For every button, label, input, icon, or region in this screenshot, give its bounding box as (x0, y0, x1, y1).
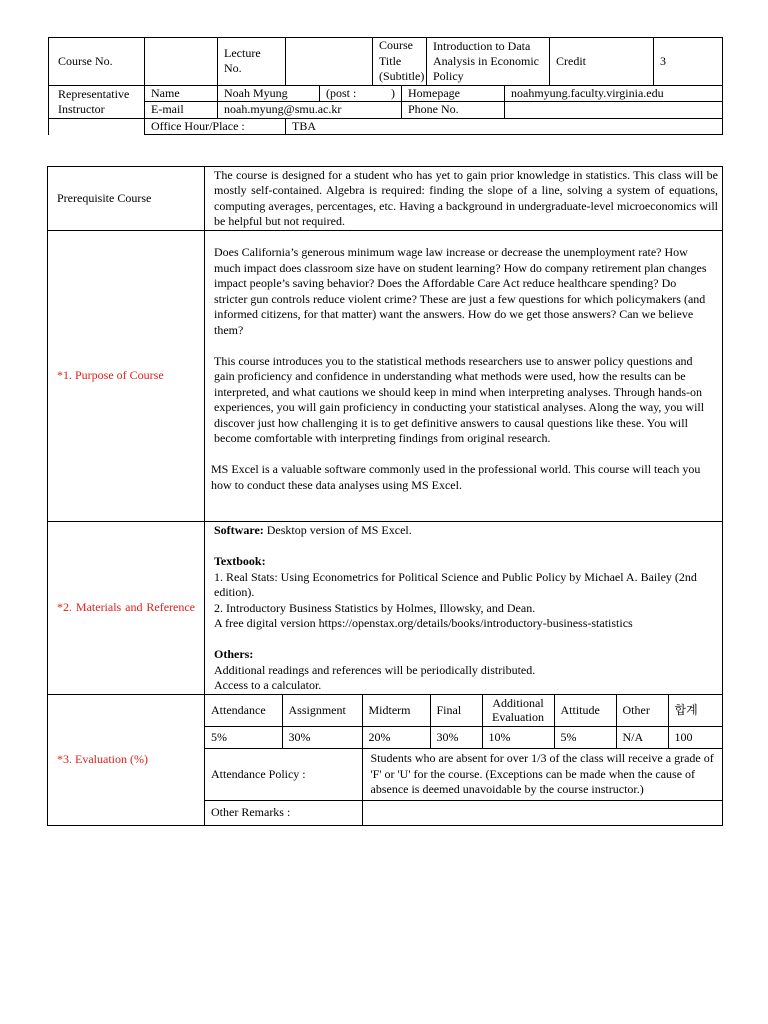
purpose-paragraph-2: This course introduces you to the statistical methods researchers use to answer policy questions and gain proficiency and confidence in understanding what methods were used, how the results can be interpreted, and what cautions we should keep in mind when interpreting analyses. Through hands-on experiences, you will gain proficiency in conducting your statistical analyses. Along the way, you will discover just how challenging it is to get definitive answers to causal questions like these. You will become comfortable with interpreting findings from original research. (214, 353, 705, 445)
eval-value-assignment: 30% (282, 727, 362, 749)
evaluation-header-row (205, 695, 723, 727)
course-title-label: Course Title (Subtitle) (373, 38, 427, 86)
name-label: Name (145, 85, 218, 102)
other-remarks-value (362, 801, 723, 825)
eval-value-other: N/A (616, 727, 668, 749)
eval-header-final: Final (430, 695, 482, 727)
software-label: Software: (214, 523, 264, 537)
prerequisite-label: Prerequisite Course (48, 167, 205, 231)
credit-label: Credit (550, 38, 654, 86)
post-close: ) (373, 85, 402, 102)
purpose-paragraph-1: Does California’s generous minimum wage law increase or decrease the unemployment rate? How much impact does classroom size have on student learning? How do company retirement plan changes impact people’s saving behavior? Does the Affordable Care Act reduce healthcare spending? Do stricter gun controls reduce violent crime? These are just a few questions for which policymakers (and informed citizens, for that matter) want the answers. How do we get those answers? Can we believe them? (214, 245, 707, 337)
lecture-no-value (286, 38, 373, 86)
course-no-label: Course No. (49, 38, 145, 86)
representative-instructor-label: Representative Instructor (49, 85, 145, 118)
course-header-table (48, 37, 723, 135)
office-hour-label: Office Hour/Place : (145, 118, 286, 135)
course-title-value: Introduction to Data Analysis in Economic Policy (427, 38, 550, 86)
course-no-value (145, 38, 218, 86)
textbook-1: 1. Real Stats: Using Econometrics for Political Science and Public Policy by Michael A. Bailey (2nd edition). (214, 569, 697, 599)
textbook-2: 2. Introductory Business Statistics by Holmes, Illowsky, and Dean. (214, 600, 536, 615)
eval-value-final: 30% (430, 727, 482, 749)
others-label: Others: (214, 647, 254, 661)
materials-label: *2. Materials and Reference (57, 600, 195, 615)
other-remarks-label: Other Remarks : (205, 801, 362, 825)
eval-header-additional: Additional Evaluation (482, 695, 554, 727)
attendance-policy-text: Students who are absent for over 1/3 of the class will receive a grade of 'F' or 'U' for the course. (Exceptions can be made when the cause of absence is deemed unavoidable by the course instructor.) (362, 749, 723, 801)
evaluation-label: *3. Evaluation (%) (48, 694, 205, 825)
eval-value-midterm: 20% (362, 727, 430, 749)
prerequisite-text: The course is designed for a student who has yet to gain prior knowledge in statistics. This class will be mostly self-contained. Algebra is required: finding the slope of a line, solving a system of equations, computing averages, percentages, etc. Having a background in undergraduate-level microeconomics will be helpful but not required. (205, 167, 723, 231)
post-label: (post : (320, 85, 373, 102)
phone-value (505, 102, 723, 119)
evaluation-table (205, 695, 723, 825)
homepage-value: noahmyung.faculty.virginia.edu (505, 85, 723, 102)
homepage-label: Homepage (402, 85, 505, 102)
eval-header-midterm: Midterm (362, 695, 430, 727)
lecture-no-label: Lecture No. (218, 38, 286, 86)
credit-value: 3 (654, 38, 723, 86)
eval-value-attitude: 5% (554, 727, 616, 749)
others-1: Additional readings and references will be periodically distributed. (214, 662, 536, 677)
syllabus-table (47, 166, 723, 826)
email-label: E-mail (145, 102, 218, 119)
textbook-label: Textbook: (214, 554, 266, 568)
phone-label: Phone No. (402, 102, 505, 119)
eval-header-attitude: Attitude (554, 695, 616, 727)
email-value: noah.myung@smu.ac.kr (218, 102, 402, 119)
eval-header-attendance: Attendance (205, 695, 282, 727)
eval-value-total: 100 (668, 727, 723, 749)
attendance-policy-label: Attendance Policy : (205, 749, 362, 801)
office-hour-value: TBA (286, 118, 723, 135)
software-line (214, 523, 716, 539)
eval-header-assignment: Assignment (282, 695, 362, 727)
eval-header-other: Other (616, 695, 668, 727)
purpose-paragraph-3: MS Excel is a valuable software commonly used in the professional world. This course will teach you how to conduct these data analyses using MS Excel. (211, 462, 701, 492)
textbook-3: A free digital version https://openstax.org/details/books/introductory-business-statistics (214, 616, 633, 630)
others-2: Access to a calculator. (214, 678, 322, 692)
software-text: Desktop version of MS Excel. (263, 523, 412, 537)
evaluation-values-row (205, 727, 723, 749)
eval-header-total: 합계 (668, 695, 723, 727)
name-value: Noah Myung (218, 85, 320, 102)
purpose-label: *1. Purpose of Course (48, 231, 205, 522)
eval-value-additional: 10% (482, 727, 554, 749)
eval-value-attendance: 5% (205, 727, 282, 749)
